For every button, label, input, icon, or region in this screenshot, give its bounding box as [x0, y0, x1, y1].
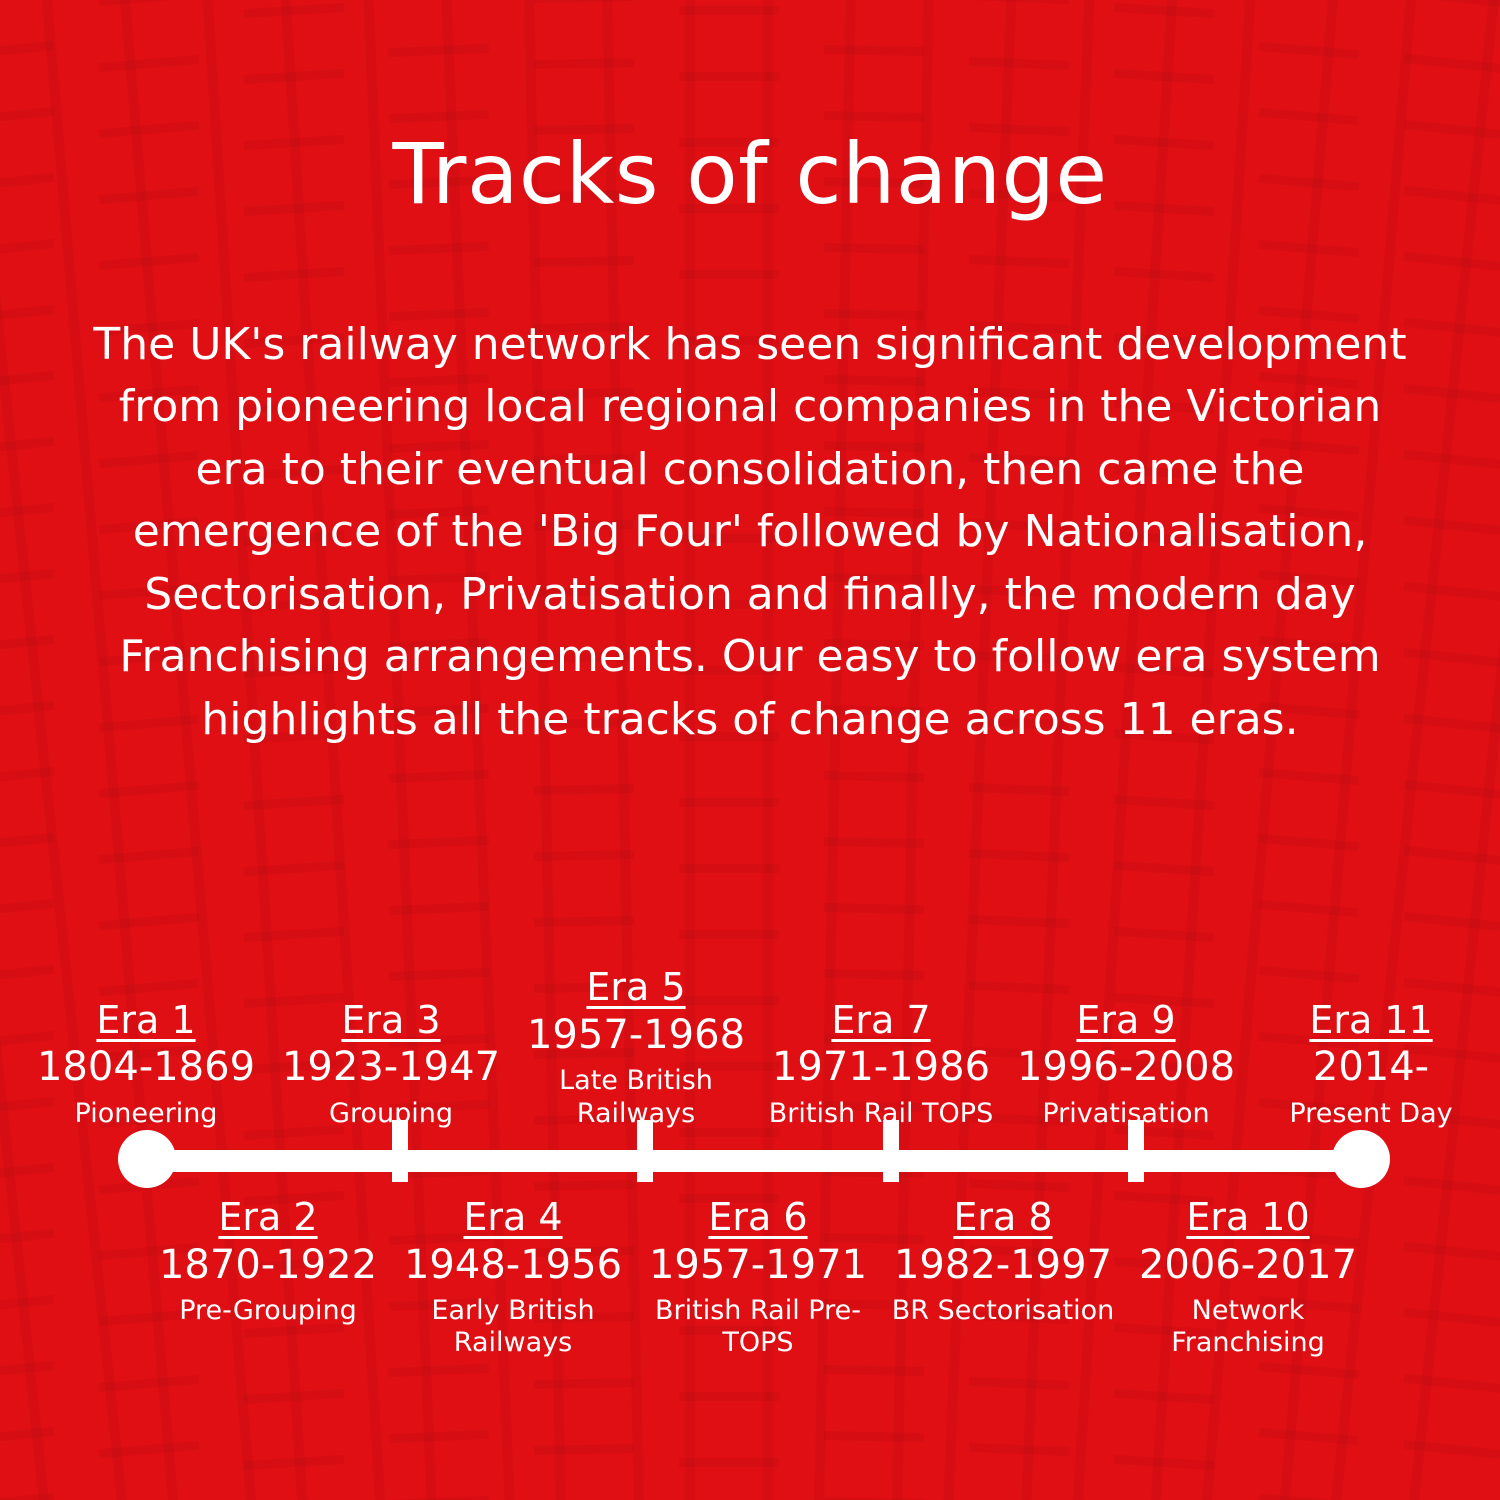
era-label: Network Franchising [1171, 1295, 1325, 1359]
era-years: 1996-2008 [1016, 1044, 1236, 1091]
timeline-line [146, 1150, 1362, 1172]
era-item[interactable] [383, 1195, 643, 1360]
era-years: 1804-1869 [36, 1044, 256, 1091]
era-years: 1971-1986 [771, 1044, 991, 1091]
era-item[interactable] [751, 997, 1011, 1130]
page-title: Tracks of change [392, 125, 1108, 224]
era-item[interactable] [1241, 997, 1500, 1130]
era-label: Pioneering [74, 1097, 218, 1129]
era-name: Era 11 [1309, 997, 1433, 1042]
era-name: Era 7 [831, 997, 931, 1042]
era-name: Era 6 [708, 1195, 808, 1239]
timeline-start-dot [118, 1130, 176, 1188]
era-years: 1948-1956 [403, 1241, 623, 1288]
era-years: 1957-1971 [648, 1241, 868, 1288]
era-label: Late British Railways [559, 1065, 713, 1129]
era-name: Era 5 [586, 965, 686, 1010]
era-name: Era 10 [1186, 1195, 1310, 1239]
era-item[interactable] [138, 1195, 398, 1327]
era-item[interactable] [996, 997, 1256, 1130]
era-years: 1923-1947 [281, 1044, 501, 1091]
intro-paragraph: The UK's railway network has seen significant development from pioneering local regional companies in the Victorian era to their eventual consolidation, then came the emergence of the 'Big Four' followed by Nationalisation, Sectorisation, Privatisation and finally, the modern day Franchising arrangements. Our easy to follow era system highlights all the tracks of change across 11 eras. [93, 319, 1407, 745]
era-label: BR Sectorisation [891, 1295, 1115, 1327]
era-item[interactable] [628, 1195, 888, 1360]
era-item[interactable] [16, 997, 276, 1130]
era-name: Era 3 [341, 997, 441, 1042]
timeline-axis [118, 1130, 1390, 1190]
era-item[interactable] [1118, 1195, 1378, 1360]
era-label: Early British Railways [431, 1295, 595, 1359]
era-timeline [0, 940, 1500, 1460]
era-label: British Rail Pre-TOPS [655, 1295, 861, 1359]
era-item[interactable] [873, 1195, 1133, 1327]
era-item[interactable] [261, 997, 521, 1130]
era-name: Era 4 [463, 1195, 563, 1239]
era-label: Grouping [329, 1097, 453, 1129]
era-label: Pre-Grouping [179, 1295, 357, 1327]
era-years: 1957-1968 [526, 1012, 746, 1059]
era-name: Era 8 [953, 1195, 1053, 1239]
era-years: 2006-2017 [1138, 1241, 1358, 1288]
era-years: 1870-1922 [158, 1241, 378, 1288]
era-years: 2014- [1312, 1044, 1430, 1091]
era-name: Era 1 [96, 997, 196, 1042]
era-item[interactable] [506, 965, 766, 1130]
era-name: Era 9 [1076, 997, 1176, 1042]
era-name: Era 2 [218, 1195, 318, 1239]
era-label: British Rail TOPS [768, 1097, 994, 1129]
era-years: 1982-1997 [893, 1241, 1113, 1288]
era-label: Present Day [1289, 1097, 1453, 1129]
era-label: Privatisation [1042, 1097, 1210, 1129]
timeline-end-dot [1332, 1130, 1390, 1188]
